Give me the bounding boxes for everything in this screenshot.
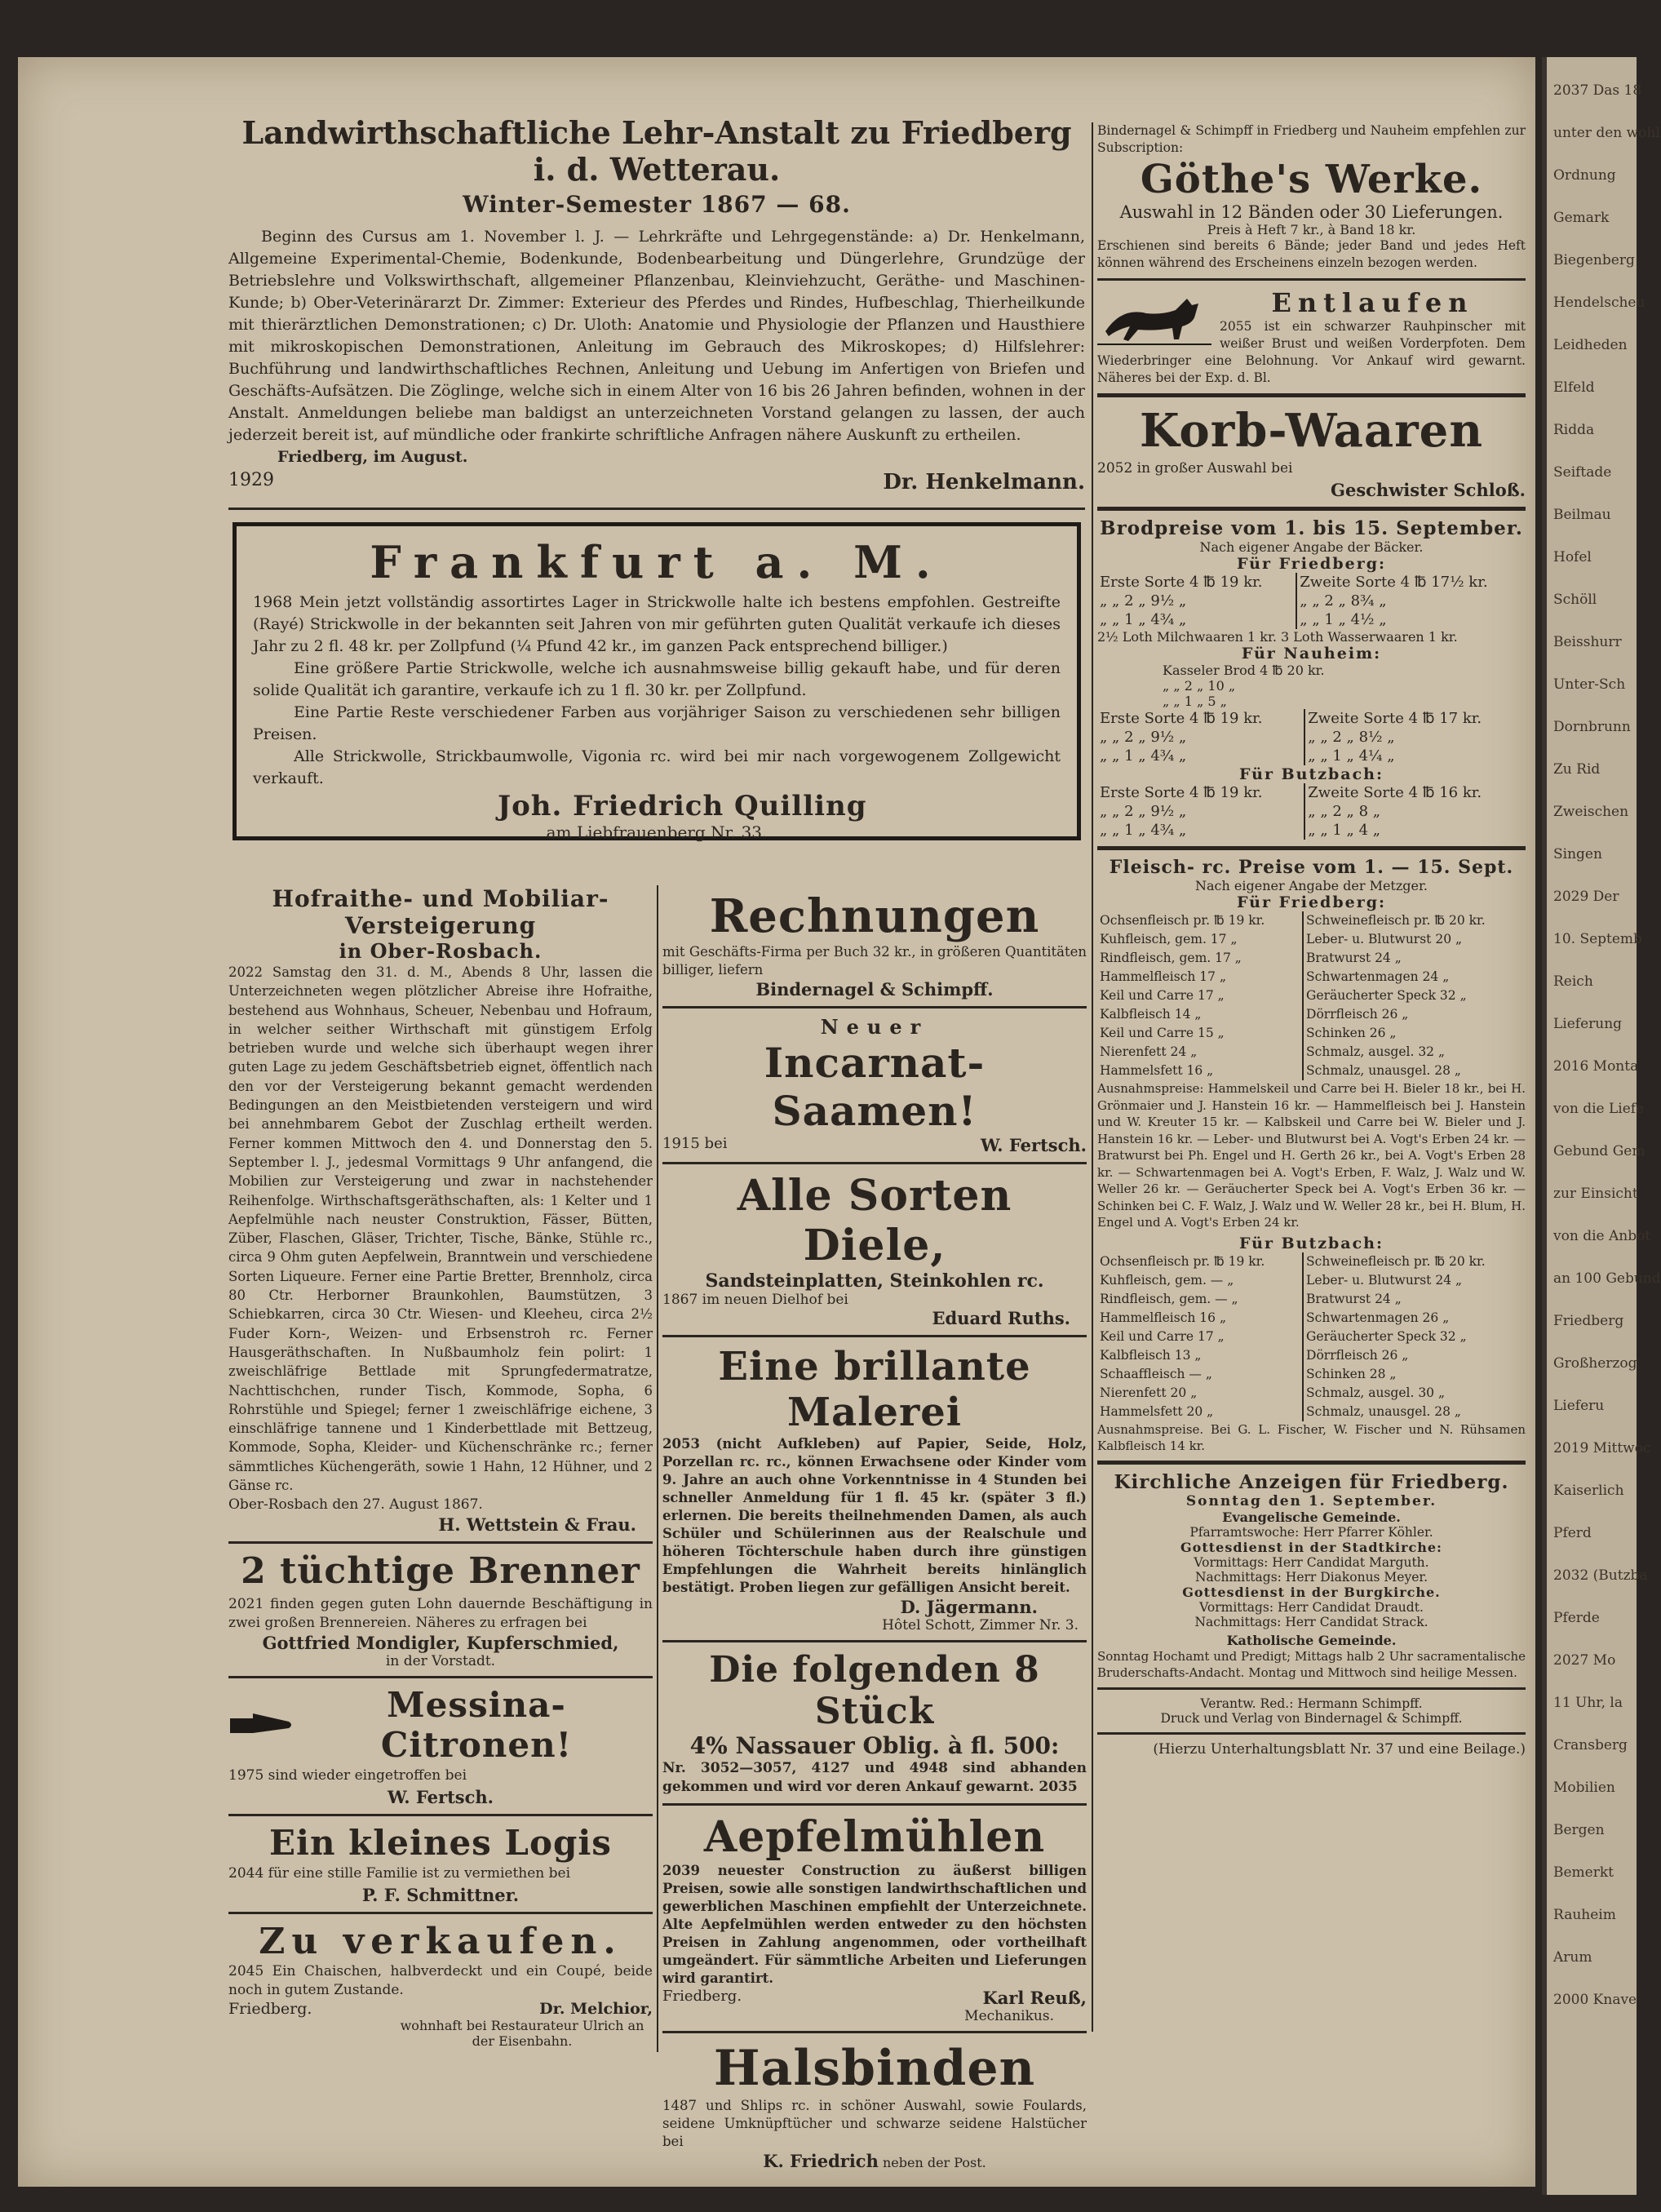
adjacent-page-fragment: 2032 (Butzba xyxy=(1553,1567,1648,1584)
adjacent-page-fragment: Pferde xyxy=(1553,1610,1600,1626)
column-divider-right xyxy=(1092,122,1093,2032)
incarnat-number: 1915 xyxy=(662,1135,700,1152)
kirche-evangelisch: Evangelische Gemeinde. xyxy=(1222,1509,1401,1525)
messina-title: Messina-Citronen! xyxy=(380,1685,573,1766)
frankfurt-signature: Joh. Friedrich Quilling xyxy=(498,790,867,822)
brod-nauheim-cell: Erste Sorte 4 ℔ 19 kr. xyxy=(1100,710,1263,727)
messina-signature: W. Fertsch. xyxy=(387,1787,494,1808)
adjacent-page-fragment: 2000 Knave xyxy=(1553,1992,1637,2008)
middle-column xyxy=(662,889,1087,2171)
brod-nauheim-cell: „ „ 2 „ 9½ „ xyxy=(1100,729,1187,746)
fleisch-friedberg-cell: Rindfleisch, gem. 17 „ xyxy=(1100,951,1242,965)
fleisch-butzbach-cell: Hammelfleisch 16 „ xyxy=(1100,1310,1226,1325)
fleisch-butzbach-row xyxy=(1097,1328,1526,1346)
lehranstalt-ad xyxy=(228,114,1085,506)
fleisch-friedberg-row xyxy=(1097,930,1526,949)
fleisch-ausnahme2: Ausnahmspreise. Bei G. L. Fischer, W. Fischer und N. Rühsamen Kalbfleisch 14 kr. xyxy=(1097,1421,1526,1453)
adjacent-page-fragment: 2029 Der xyxy=(1553,889,1619,905)
fleisch-butzbach-table xyxy=(1097,1252,1526,1421)
frankfurt-title: Frankfurt a. M. xyxy=(370,536,944,588)
korb-body: 2052 in großer Auswahl bei xyxy=(1097,460,1293,477)
adjacent-page-fragment: 2016 Monta xyxy=(1553,1058,1639,1075)
brod-note: Nach eigener Angabe der Bäcker. xyxy=(1199,539,1424,555)
frankfurt-p4: Alle Strickwolle, Strickbaumwolle, Vigonia rc. wird bei mir nach vorgewogenem Zollgewicht verkauft. xyxy=(253,747,1061,787)
brod-friedberg-row xyxy=(1097,573,1526,592)
brod-nauheim-header: Für Nauheim: xyxy=(1241,645,1382,663)
adjacent-page-fragment: Zweischen xyxy=(1553,804,1629,820)
brod-friedberg-cell: Zweite Sorte 4 ℔ 17½ kr. xyxy=(1296,573,1526,592)
brod-friedberg-cell: „ „ 2 „ 9½ „ xyxy=(1100,592,1187,610)
adjacent-page-fragment: Pferd xyxy=(1553,1525,1592,1541)
frankfurt-address: am Liebfrauenberg Nr. 33. xyxy=(546,822,768,842)
fleisch-friedberg-row xyxy=(1097,949,1526,968)
brod-nauheim-table xyxy=(1097,709,1526,765)
fleisch-butzbach-cell: Hammelsfett 20 „ xyxy=(1100,1403,1214,1419)
brod-friedberg-cell: Erste Sorte 4 ℔ 19 kr. xyxy=(1100,574,1263,591)
fleisch-friedberg-cell: Geräucherter Speck 32 „ xyxy=(1303,986,1526,1005)
ad-place: Friedberg, im August. xyxy=(277,448,468,466)
brod-butzbach-table xyxy=(1097,783,1526,840)
logis-number: 2044 xyxy=(228,1865,264,1882)
adjacent-page-fragment: Seiftade xyxy=(1553,464,1612,481)
logis-signature: P. F. Schmittner. xyxy=(361,1885,520,1906)
fleisch-friedberg-cell: Schweinefleisch pr. ℔ 20 kr. xyxy=(1303,911,1526,930)
adjacent-page-fragment: Dornbrunn xyxy=(1553,719,1631,735)
brod-nauheim-cell: „ „ 2 „ 8½ „ xyxy=(1304,728,1526,747)
fleisch-friedberg-cell: Leber- u. Blutwurst 20 „ xyxy=(1303,930,1526,949)
fleisch-friedberg-cell: Hammelsfett 16 „ xyxy=(1100,1063,1214,1078)
kirche-katholisch: Katholische Gemeinde. xyxy=(1226,1632,1397,1648)
fleisch-butzbach-row xyxy=(1097,1384,1526,1403)
frankfurt-p2: Eine größere Partie Strickwolle, welche ich ausnahmsweise billig gekauft habe, und für deren solide Qualität ich garantire, verkaufe ich zu 1 fl. 30 kr. per Zollpfund. xyxy=(253,659,1061,699)
ad-number: 1929 xyxy=(228,470,274,490)
right-column xyxy=(1097,122,1526,2064)
brod-butzbach-cell: „ „ 1 „ 4¾ „ xyxy=(1100,822,1187,839)
brod-friedberg-header: Für Friedberg: xyxy=(1236,555,1387,573)
fleisch-butzbach-cell: Schweinefleisch pr. ℔ 20 kr. xyxy=(1303,1252,1526,1271)
brod-nauheim-kassel-line: „ „ 2 „ 10 „ xyxy=(1163,678,1236,694)
malerei-signature: D. Jägermann. xyxy=(900,1597,1038,1617)
frankfurt-p3: Eine Partie Reste verschiedener Farben aus vorjähriger Saison zu verschiedenen sehr billigen Preisen. xyxy=(253,703,1061,743)
brod-butzbach-cell: Erste Sorte 4 ℔ 19 kr. xyxy=(1100,784,1263,801)
brod-friedberg-row xyxy=(1097,592,1526,610)
brod-butzbach-cell: Zweite Sorte 4 ℔ 16 kr. xyxy=(1304,783,1526,802)
footer-druck: Druck und Verlag von Bindernagel & Schimpff. xyxy=(1160,1710,1463,1726)
rechnungen-signature: Bindernagel & Schimpff. xyxy=(755,979,994,1000)
fleisch-friedberg-cell: Kuhfleisch, gem. 17 „ xyxy=(1100,932,1238,946)
fleisch-friedberg-cell: Schmalz, ausgel. 32 „ xyxy=(1303,1043,1526,1062)
fleisch-friedberg-cell: Nierenfett 24 „ xyxy=(1100,1044,1198,1059)
ad-signature: Dr. Henkelmann. xyxy=(883,470,1085,494)
verkaufen-place: Friedberg. xyxy=(228,2000,312,2019)
brod-friedberg-cell: „ „ 1 „ 4½ „ xyxy=(1296,610,1526,629)
fleisch-friedberg-cell: Schinken 26 „ xyxy=(1303,1024,1526,1043)
aepfel-place: Friedberg. xyxy=(662,1988,742,2005)
adjacent-page-fragment: Hofel xyxy=(1553,549,1592,565)
fleisch-butzbach-cell: Nierenfett 20 „ xyxy=(1100,1385,1198,1400)
adjacent-page-fragment: Elfeld xyxy=(1553,379,1595,396)
kirche-line2: Vormittags: Herr Candidat Marguth. xyxy=(1194,1554,1429,1570)
fleisch-friedberg-header: Für Friedberg: xyxy=(1236,893,1387,911)
logis-body: für eine stille Familie ist zu vermiethen bei xyxy=(268,1865,571,1882)
goethe-body: Erschienen sind bereits 6 Bände; jeder Band und jedes Heft können während des Erscheinens einzeln bezogen werden. xyxy=(1097,238,1526,270)
halsbinden-body: 1487 und Shlips rc. in schöner Auswahl, sowie Foulards, seidene Umknüpftücher und schwarze seidene Halstücher bei xyxy=(662,2098,1087,2149)
column-divider xyxy=(657,885,658,2052)
adjacent-page-fragment: 10. Septemb xyxy=(1553,931,1642,947)
acht-subtitle: 4% Nassauer Oblig. à fl. 500: xyxy=(689,1732,1060,1759)
fleisch-butzbach-row xyxy=(1097,1365,1526,1384)
aepfel-address: Mechanikus. xyxy=(964,2008,1054,2024)
brod-butzbach-row xyxy=(1097,783,1526,802)
fleisch-butzbach-header: Für Butzbach: xyxy=(1238,1234,1384,1252)
kirche-line5: Nachmittags: Herr Candidat Strack. xyxy=(1194,1614,1428,1629)
brod-butzbach-cell: „ „ 1 „ 4 „ xyxy=(1304,821,1526,840)
fleisch-butzbach-cell: Rindfleisch, gem. — „ xyxy=(1100,1291,1238,1306)
rechnungen-body: mit Geschäfts-Firma per Buch 32 kr., in größeren Quantitäten billiger, liefern xyxy=(662,944,1087,977)
fleisch-friedberg-cell: Keil und Carre 15 „ xyxy=(1100,1026,1225,1040)
adjacent-page-fragment: Hendelscheu xyxy=(1553,295,1645,311)
footer-note: (Hierzu Unterhaltungsblatt Nr. 37 und eine Beilage.) xyxy=(1153,1740,1526,1758)
frankfurt-p1: 1968 Mein jetzt vollständig assortirtes Lager in Strickwolle halte ich bestens empfohlen. Gestreifte (Rayé) Strickwolle in der bekannten seit Jahren von mir geführten guten Qualität verkaufe ich dieses Jahr zu 2 fl. 48 kr. per Zollpfund (¼ Pfund 42 kr., im ganzen Pack entsprechend billiger.) xyxy=(253,593,1061,655)
korb-signature: Geschwister Schloß. xyxy=(1331,480,1526,500)
messina-number: 1975 xyxy=(228,1767,264,1784)
brod-nauheim-kassel xyxy=(1163,663,1526,709)
adjacent-page-fragment: Gemark xyxy=(1553,210,1610,226)
aepfel-signature: Karl Reuß, xyxy=(982,1988,1087,2008)
verkaufen-signature: Dr. Melchior, xyxy=(539,2000,653,2019)
hofraithe-subtitle: in Ober-Rosbach. xyxy=(339,939,543,963)
verkaufen-body: 2045 Ein Chaischen, halbverdeckt und ein Coupé, beide noch in gutem Zustande. xyxy=(228,1963,653,1999)
fleisch-friedberg-table xyxy=(1097,911,1526,1080)
brod-friedberg-row xyxy=(1097,610,1526,629)
verkaufen-title: Zu verkaufen. xyxy=(259,1921,622,1963)
fleisch-butzbach-cell: Geräucherter Speck 32 „ xyxy=(1303,1328,1526,1346)
fleisch-friedberg-row xyxy=(1097,1043,1526,1062)
diele-body: Sandsteinplatten, Steinkohlen rc. xyxy=(705,1270,1044,1292)
dog-illustration-icon xyxy=(1097,290,1211,348)
goethe-price: Preis à Heft 7 kr., à Band 18 kr. xyxy=(1207,222,1416,237)
fleisch-friedberg-cell: Schmalz, unausgel. 28 „ xyxy=(1303,1062,1526,1080)
korb-title: Korb-Waaren xyxy=(1139,404,1484,458)
fleisch-butzbach-row xyxy=(1097,1403,1526,1421)
malerei-title: Eine brillante Malerei xyxy=(718,1344,1031,1435)
kirche-title: Kirchliche Anzeigen für Friedberg. xyxy=(1114,1470,1509,1493)
brod-nauheim-row xyxy=(1097,709,1526,728)
adjacent-page-fragment: Kaiserlich xyxy=(1553,1483,1624,1499)
adjacent-page-fragment: von die Liefe xyxy=(1553,1101,1645,1117)
brenner-title: 2 tüchtige Brenner xyxy=(241,1550,640,1593)
adjacent-page-fragment: Lieferung xyxy=(1553,1016,1623,1032)
adjacent-page-fragment: Biegenberg xyxy=(1553,252,1635,268)
adjacent-page-fragment: Bemerkt xyxy=(1553,1864,1614,1881)
acht-body: Nr. 3052—3057, 4127 und 4948 sind abhanden gekommen und wird vor deren Ankauf gewarnt. 2035 xyxy=(662,1760,1087,1795)
kirche-line6: Sonntag Hochamt und Predigt; Mittags halb 2 Uhr sacramentalische Bruderschafts-Andacht. Montag und Mittwoch sind heilige Messen. xyxy=(1097,1648,1526,1680)
diele-number: 1867 xyxy=(662,1292,698,1308)
fleisch-butzbach-cell: Schmalz, ausgel. 30 „ xyxy=(1303,1384,1526,1403)
adjacent-page-fragment: Mobilien xyxy=(1553,1780,1615,1796)
fleisch-butzbach-row xyxy=(1097,1309,1526,1328)
fleisch-friedberg-row xyxy=(1097,1062,1526,1080)
frankfurt-ad xyxy=(233,522,1081,865)
fleisch-butzbach-cell: Kalbfleisch 13 „ xyxy=(1100,1347,1202,1363)
brod-title: Brodpreise vom 1. bis 15. September. xyxy=(1100,517,1523,539)
fleisch-butzbach-cell: Schaaffleisch — „ xyxy=(1100,1366,1212,1381)
fleisch-butzbach-row xyxy=(1097,1252,1526,1271)
fleisch-butzbach-cell: Ochsenfleisch pr. ℔ 19 kr. xyxy=(1100,1253,1265,1269)
kirche-line4: Vormittags: Herr Candidat Draudt. xyxy=(1199,1599,1424,1615)
fleisch-friedberg-row xyxy=(1097,911,1526,930)
entlaufen-body: 2055 ist ein schwarzer Rauhpinscher mit weißer Brust und weißen Vorderpfoten. Dem Wiederbringer eine Belohnung. Vor Ankauf wird gewarnt. Näheres bei der Exp. d. Bl. xyxy=(1097,319,1526,385)
fleisch-friedberg-cell: Kalbfleisch 14 „ xyxy=(1100,1007,1202,1022)
fleisch-butzbach-cell: Bratwurst 24 „ xyxy=(1303,1290,1526,1309)
brenner-body: 2021 finden gegen guten Lohn dauernde Beschäftigung in zwei großen Brennereien. Näheres zu erfragen bei xyxy=(228,1596,653,1632)
adjacent-page-fragment: Bergen xyxy=(1553,1822,1605,1838)
fleisch-butzbach-cell: Kuhfleisch, gem. — „ xyxy=(1100,1272,1234,1288)
adjacent-page-fragment: unter den wohl xyxy=(1553,125,1660,141)
adjacent-page-fragment: Singen xyxy=(1553,846,1602,862)
brod-butzbach-row xyxy=(1097,802,1526,821)
ad-title: Landwirthschaftliche Lehr-Anstalt zu Friedberg i. d. Wetterau. xyxy=(241,114,1072,188)
adjacent-page-fragment: 2037 Das 18 xyxy=(1553,82,1642,99)
brod-nauheim-cell: „ „ 1 „ 4¼ „ xyxy=(1304,747,1526,765)
fleisch-butzbach-cell: Keil und Carre 17 „ xyxy=(1100,1328,1225,1344)
brenner-address: in der Vorstadt. xyxy=(385,1653,496,1670)
fleisch-butzbach-row xyxy=(1097,1271,1526,1290)
aepfel-body: 2039 neuester Construction zu äußerst billigen Preisen, sowie alle sonstigen landwirthschaftlichen und gewerblichen Maschinen empfiehlt der Unterzeichnete. Alte Aepfelmühlen werden entweder zu den höchsten Preisen in Zahlung angenommen, oder vortheilhaft umgeändert. Für sämmtliche Arbeiten und Lieferungen wird garantirt. xyxy=(662,1863,1087,1986)
aepfel-title: Aepfelmühlen xyxy=(703,1812,1046,1862)
left-column xyxy=(228,885,653,2052)
halsbinden-address: neben der Post. xyxy=(882,2155,986,2170)
fleisch-butzbach-cell: Leber- u. Blutwurst 24 „ xyxy=(1303,1271,1526,1290)
adjacent-page-fragment: Gebund Gem xyxy=(1553,1143,1645,1159)
fleisch-butzbach-cell: Schinken 28 „ xyxy=(1303,1365,1526,1384)
fleisch-friedberg-row xyxy=(1097,986,1526,1005)
fleisch-butzbach-row xyxy=(1097,1346,1526,1365)
adjacent-page-fragment: Ordnung xyxy=(1553,167,1616,184)
fleisch-friedberg-cell: Bratwurst 24 „ xyxy=(1303,949,1526,968)
ad-subtitle: Winter-Semester 1867 — 68. xyxy=(463,191,851,218)
fleisch-butzbach-cell: Dörrfleisch 26 „ xyxy=(1303,1346,1526,1365)
adjacent-page-fragment: Ridda xyxy=(1553,422,1595,438)
goethe-title: Göthe's Werke. xyxy=(1140,157,1483,202)
ad-body: Beginn des Cursus am 1. November l. J. — Lehrkräfte und Lehrgegenstände: a) Dr. Henkelmann, Allgemeine Experimental-Chemie, Bodenkunde, Bodenbearbeitung und Düngerlehre, Grundzüge der Betriebslehre und Volkswirthschaft, allgemeiner Pflanzenbau, Kleinviehzucht, Geräthe- und Maschinen-Kunde; b) Ober-Veterinärarzt Dr. Zimmer: Exterieur des Pferdes und Rindes, Hufbeschlag, Thierheilkunde mit thierärztlichen Demonstrationen; c) Dr. Uloth: Anatomie und Physiologie der Pflanzen und Hausthiere mit mikroskopischen Demonstrationen, Anleitung im Gebrauch des Mikroskopes; d) Hilfslehrer: Buchführung und landwirthschaftliches Rechnen, Anleitung und Uebung im Anfertigen von Briefen und Geschäfts-Aufsätzen. Die Zöglinge, welche sich in einem Alter von 16 bis 26 Jahren befinden, wohnen in der Anstalt. Anmeldungen beliebe man baldigst an unterzeichneten Vorstand gelangen zu lassen, der auch jederzeit bereit ist, auf mündliche oder frankirte schriftliche Anfragen nähere Auskunft zu ertheilen. xyxy=(228,228,1085,444)
fleisch-friedberg-row xyxy=(1097,1024,1526,1043)
hofraithe-signature: H. Wettstein & Frau. xyxy=(438,1514,636,1536)
hofraithe-place: Ober-Rosbach den 27. August 1867. xyxy=(228,1496,483,1514)
kirche-date: Sonntag den 1. September. xyxy=(1185,1492,1437,1509)
adjacent-page-fragment: Arum xyxy=(1553,1949,1592,1966)
adjacent-page-fragment: 2027 Mo xyxy=(1553,1652,1616,1669)
adjacent-page-fragment: Schöll xyxy=(1553,592,1597,608)
adjacent-page-fragment: von die Anbot xyxy=(1553,1228,1651,1244)
hofraithe-title: Hofraithe- und Mobiliar-Versteigerung xyxy=(272,885,609,939)
brod-friedberg-table xyxy=(1097,573,1526,629)
adjacent-page-fragment: Großherzog xyxy=(1553,1355,1637,1372)
fleisch-friedberg-row xyxy=(1097,1005,1526,1024)
kirche-line1: Pfarramtswoche: Herr Pfarrer Köhler. xyxy=(1189,1524,1433,1540)
adjacent-page-fragment: Unter-Sch xyxy=(1553,676,1626,693)
verkaufen-address: wohnhaft bei Restaurateur Ulrich an der Eisenbahn. xyxy=(400,2018,644,2050)
fleisch-title: Fleisch- rc. Preise vom 1. — 15. Sept. xyxy=(1109,857,1514,878)
adjacent-page-fragment: 11 Uhr, la xyxy=(1553,1695,1623,1711)
footer-redaktion: Verantw. Red.: Hermann Schimpff. xyxy=(1200,1696,1423,1711)
brenner-signature: Gottfried Mondigler, Kupferschmied, xyxy=(262,1633,619,1654)
adjacent-page-fragment: Cransberg xyxy=(1553,1737,1628,1753)
divider xyxy=(228,508,1085,510)
adjacent-page-fragment: Beisshurr xyxy=(1553,634,1622,650)
goethe-pre: Bindernagel & Schimpff in Friedberg und Nauheim empfehlen zur Subscription: xyxy=(1097,123,1526,155)
brod-butzbach-row xyxy=(1097,821,1526,840)
adjacent-page-fragment: Reich xyxy=(1553,973,1593,990)
incarnat-pre: Neuer xyxy=(820,1015,929,1039)
adjacent-page-fragment: 2019 Mittwoc xyxy=(1553,1440,1651,1456)
fleisch-ausnahme: Ausnahmspreise: Hammelskeil und Carre bei H. Bieler 18 kr., bei H. Grönmaier und J. Hanstein 16 kr. — Hammelfleisch bei J. Hanstein und W. Kreuter 15 kr. — Kalbskeil und Carre bei W. Bieler und J. Hanstein 16 kr. — Leber- und Blutwurst bei A. Vogt's Erben 24 kr. — Bratwurst bei Ph. Engel und H. Gerth 26 kr., bei A. Vogt's Erben 28 kr. — Schwartenmagen bei A. Vogt's Erben, F. Walz, J. Walz und W. Weller 26 kr. — Geräucherter Speck bei A. Vogt's Erben 36 kr. — Schinken bei C. F. Walz, J. Walz und W. Weller 28 kr., bei H. Blum, H. Engel und A. Vogt's Erben 24 kr. xyxy=(1097,1081,1526,1230)
brod-butzbach-cell: „ „ 2 „ 9½ „ xyxy=(1100,803,1187,820)
acht-title: Die folgenden 8 Stück xyxy=(709,1649,1040,1732)
brod-friedberg-cell: „ „ 1 „ 4¾ „ xyxy=(1100,611,1187,628)
logis-title: Ein kleines Logis xyxy=(269,1823,612,1864)
hofraithe-body: 2022 Samstag den 31. d. M., Abends 8 Uhr, lassen die Unterzeichneten wegen plötzlicher Abreise ihre Hofraithe, bestehend aus Wohnhaus, Scheuer, Nebenbau und Hofraum, in welcher seither Wirthschaft mit günstigem Erfolg betrieben wurde und welche sich überhaupt wegen ihrer guten Lage zu jedem Geschäftsbetrieb eignet, öffentlich nach den vor der Versteigerung bekannt gemacht werdenden Bedingungen an den Meistbietenden versteigern und wird bei annehmbarem Gebot der Zuschlag ertheilt werden. Ferner kommen Mittwoch den 4. und Donnerstag den 5. September l. J., jedesmal Vormittags 9 Uhr anfangend, die Mobilien zur Versteigerung und zwar in nachstehender Reihenfolge. Wirthschaftsgeräthschaften, als: 1 Kelter und 1 Aepfelmühle nach neuster Construktion, Fässer, Bütten, Züber, Flaschen, Gläser, Trichter, Tische, Bänke, Stühle rc., circa 9 Ohm guten Aepfelwein, Branntwein und verschiedene Sorten Liqueure. Ferner eine Partie Bretter, Brennholz, circa 80 Ctr. Herborner Braunkohlen, Baumstützen, 3 Schiebkarren, circa 30 Ctr. Wiesen- und Kleeheu, circa 2½ Fuder Korn-, Weizen- und Erbsenstroh rc. Ferner Hausgeräthschaften. In Nußbaumholz fein polirt: 1 zweischläfrige Bettlade mit Sprungfedermatratze, Nachttischchen, runder Tisch, Kommode, Sopha, 6 Rohrstühle und Spiegel; ferner 1 zweischläfrige eichene, 3 einschläfrige tannene und 1 Kinderbettlade mit Bettzeug, Kommode, Sopha, Kleider- und Küchenschränke rc.; ferner sämmtliches Küchengeräth, sowie 1 Hahn, 12 Hühner, und 2 Gänse rc. xyxy=(228,964,653,1494)
fleisch-butzbach-cell: Schmalz, unausgel. 28 „ xyxy=(1303,1403,1526,1421)
malerei-body: 2053 (nicht Aufkleben) auf Papier, Seide, Holz, Porzellan rc. rc., können Erwachsene oder Kinder vom 9. Jahre an auch ohne Vorkenntnisse in 4 Stunden bei schneller Anmeldung für 1 fl. 45 kr. (später 3 fl.) erlernen. Die bereits theilnehmenden Damen, als auch Schüler und Schülerinnen aus der Realschule und höheren Töchterschule haben durch ihre günstigen Empfehlungen die Wahrheit bereits hinlänglich bestätigt. Proben liegen zur gefälligen Ansicht bereit. xyxy=(662,1436,1087,1595)
adjacent-page-fragment: Friedberg xyxy=(1553,1313,1624,1329)
adjacent-page-fragment: Beilmau xyxy=(1553,507,1611,523)
adjacent-page-fragment: Rauheim xyxy=(1553,1907,1616,1923)
goethe-subtitle: Auswahl in 12 Bänden oder 30 Lieferungen. xyxy=(1119,202,1504,222)
adjacent-page-fragment: Leidheden xyxy=(1553,337,1628,353)
brod-nauheim-row xyxy=(1097,747,1526,765)
brod-nauheim-kassel-line: Kasseler Brod 4 ℔ 20 kr. xyxy=(1163,663,1325,678)
pointing-hand-icon xyxy=(228,1709,294,1741)
rechnungen-title: Rechnungen xyxy=(709,889,1040,943)
fleisch-butzbach-cell: Schwartenmagen 26 „ xyxy=(1303,1309,1526,1328)
brod-friedberg-cell: „ „ 2 „ 8¾ „ xyxy=(1296,592,1526,610)
kirche-line3: Nachmittags: Herr Diakonus Meyer. xyxy=(1194,1569,1428,1585)
incarnat-body: bei xyxy=(704,1135,728,1152)
diele-body2: im neuen Dielhof bei xyxy=(702,1292,848,1308)
adjacent-page-fragment: zur Einsicht xyxy=(1553,1186,1638,1202)
fleisch-butzbach-row xyxy=(1097,1290,1526,1309)
entlaufen-title: Entlaufen xyxy=(1271,287,1474,318)
malerei-address: Hôtel Schott, Zimmer Nr. 3. xyxy=(882,1617,1079,1634)
brod-friedberg-extra: 2½ Loth Milchwaaren 1 kr. 3 Loth Wasserwaaren 1 kr. xyxy=(1097,629,1458,645)
diele-title: Alle Sorten Diele, xyxy=(737,1171,1012,1270)
fleisch-friedberg-cell: Keil und Carre 17 „ xyxy=(1100,988,1225,1003)
brod-nauheim-cell: „ „ 1 „ 4¾ „ xyxy=(1100,747,1187,765)
incarnat-signature: W. Fertsch. xyxy=(980,1135,1087,1155)
fleisch-friedberg-cell: Dörrfleisch 26 „ xyxy=(1303,1005,1526,1024)
fleisch-friedberg-cell: Hammelfleisch 17 „ xyxy=(1100,969,1226,984)
brod-butzbach-header: Für Butzbach: xyxy=(1238,765,1384,783)
adjacent-page-fragment: Lieferu xyxy=(1553,1398,1605,1414)
diele-signature: Eduard Ruths. xyxy=(932,1308,1070,1328)
kirche-stadtkirche: Gottesdienst in der Stadtkirche: xyxy=(1180,1539,1442,1555)
fleisch-friedberg-row xyxy=(1097,968,1526,986)
adjacent-page-fragment: an 100 Gebund xyxy=(1553,1270,1661,1287)
fleisch-friedberg-cell: Ochsenfleisch pr. ℔ 19 kr. xyxy=(1100,913,1265,928)
messina-body: sind wieder eingetroffen bei xyxy=(268,1767,467,1784)
fleisch-friedberg-cell: Schwartenmagen 24 „ xyxy=(1303,968,1526,986)
adjacent-page-fragment: Zu Rid xyxy=(1553,761,1601,778)
brod-nauheim-cell: Zweite Sorte 4 ℔ 17 kr. xyxy=(1304,709,1526,728)
kirche-burgkirche: Gottesdienst in der Burgkirche. xyxy=(1182,1584,1441,1600)
brod-butzbach-cell: „ „ 2 „ 8 „ xyxy=(1304,802,1526,821)
adjacent-page-strip xyxy=(1542,57,1661,2195)
halsbinden-signature: K. Friedrich xyxy=(763,2151,879,2171)
brod-nauheim-kassel-line: „ „ 1 „ 5 „ xyxy=(1163,694,1227,709)
halsbinden-title: Halsbinden xyxy=(713,2040,1036,2097)
brod-nauheim-row xyxy=(1097,728,1526,747)
fleisch-note: Nach eigener Angabe der Metzger. xyxy=(1195,878,1428,893)
incarnat-title: Incarnat-Saamen! xyxy=(764,1039,986,1135)
